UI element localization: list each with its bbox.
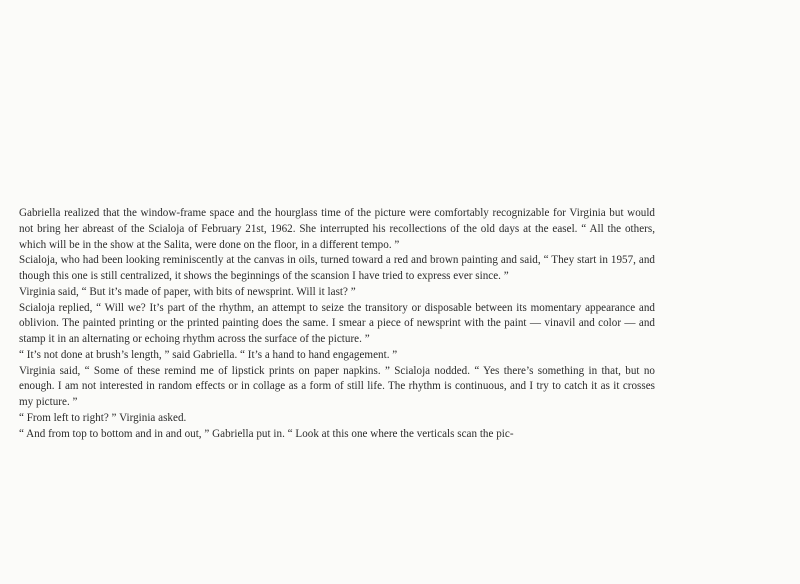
paragraph: “ From left to right? ” Virginia asked. — [19, 411, 187, 424]
paragraph: “ It’s not done at brush’s length, ” said Gabriella. “ It’s a hand to hand engagement. ” — [19, 348, 398, 361]
paragraph: “ And from top to bottom and in and out, ” Gabriella put in. “ Look at this one where the verticals scan the pic- — [19, 427, 514, 440]
paragraph: Scialoja, who had been looking reminiscently at the canvas in oils, turned toward a red and brown painting and said, “ They start in 1957, and though this one is still centralized, it shows the beginnings of the scansion I have tried to express ever since. ” — [19, 254, 655, 282]
body-text — [19, 206, 655, 442]
paragraph: Gabriella realized that the window-frame space and the hourglass time of the picture were comfortably recognizable for Virginia but would not bring her abreast of the Scialoja of February 21st, 1962. She interrupted his recollections of the old days at the easel. “ All the others, which will be in the show at the Salita, were done on the floor, in a different tempo. ” — [19, 207, 655, 251]
paragraph: Virginia said, “ But it’s made of paper, with bits of newsprint. Will it last? ” — [19, 285, 356, 298]
paragraph: Virginia said, “ Some of these remind me of lipstick prints on paper napkins. ” Scialoja nodded. “ Yes there’s something in that, but no enough. I am not interested in random effects or in collage as a form of still life. The rhythm is continuous, and I try to catch it as it crosses my picture. ” — [19, 364, 655, 408]
paragraph: Scialoja replied, “ Will we? It’s part of the rhythm, an attempt to seize the transitory or disposable between its momentary appearance and oblivion. The painted printing or the printed painting does the same. I smear a piece of newsprint with the paint — vinavil and color — and stamp it in an alternating or echoing rhythm across the surface of the picture. ” — [19, 301, 655, 345]
